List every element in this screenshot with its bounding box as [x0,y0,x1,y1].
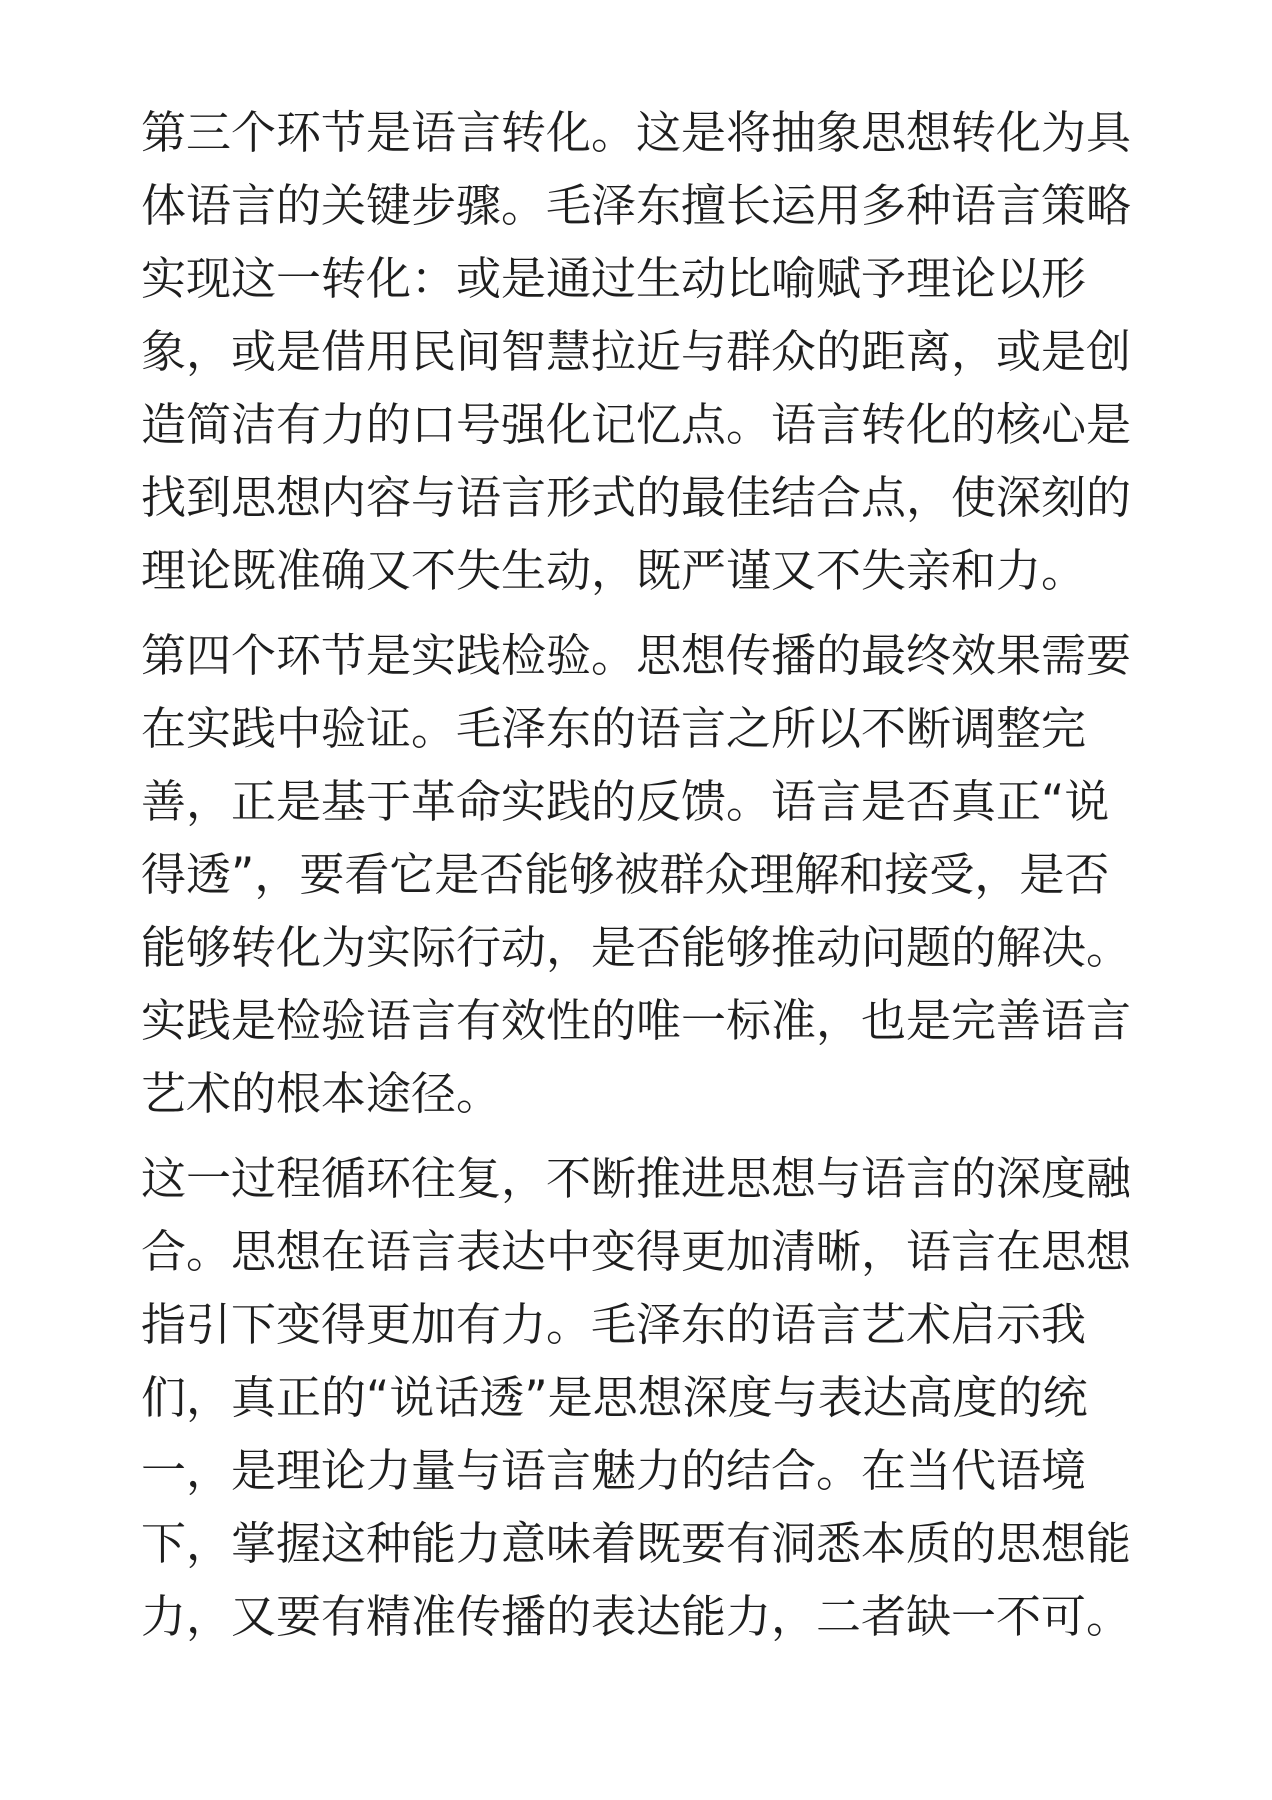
paragraph-practice-verification [141,619,1172,1130]
text-line: 第四个环节是实践检验。思想传播的最终效果需要 [141,629,1132,682]
text-line: 善，正是基于革命实践的反馈。语言是否真正“说 [141,775,1110,828]
text-line: 第三个环节是语言转化。这是将抽象思想转化为具 [141,106,1132,159]
text-line: 这一过程循环往复，不断推进思想与语言的深度融 [141,1152,1132,1205]
text-line: 实现这一转化：或是通过生动比喻赋予理论以形 [141,252,1087,305]
text-line: 一，是理论力量与语言魅力的结合。在当代语境 [141,1444,1087,1497]
text-line: 实践是检验语言有效性的唯一标准，也是完善语言 [141,994,1132,1047]
text-line: 体语言的关键步骤。毛泽东擅长运用多种语言策略 [141,179,1132,232]
paragraph-language-transformation [141,96,1172,607]
text-line: 象，或是借用民间智慧拉近与群众的距离，或是创 [141,325,1132,378]
text-line: 下，掌握这种能力意味着既要有洞悉本质的思想能 [141,1517,1132,1570]
text-line: 理论既准确又不失生动，既严谨又不失亲和力。 [141,544,1087,597]
text-line: 得透”，要看它是否能够被群众理解和接受，是否 [141,848,1110,901]
text-line: 造简洁有力的口号强化记忆点。语言转化的核心是 [141,398,1132,451]
text-line: 们，真正的“说话透”是思想深度与表达高度的统 [141,1371,1088,1424]
text-line: 指引下变得更加有力。毛泽东的语言艺术启示我 [141,1298,1087,1351]
text-line: 力，又要有精准传播的表达能力，二者缺一不可。 [141,1590,1132,1643]
text-line: 艺术的根本途径。 [141,1067,502,1120]
text-line: 合。思想在语言表达中变得更加清晰，语言在思想 [141,1225,1132,1278]
text-line: 找到思想内容与语言形式的最佳结合点，使深刻的 [141,471,1132,524]
text-line: 在实践中验证。毛泽东的语言之所以不断调整完 [141,702,1087,755]
paragraph-conclusion [141,1142,1172,1653]
text-line: 能够转化为实际行动，是否能够推动问题的解决。 [141,921,1132,974]
